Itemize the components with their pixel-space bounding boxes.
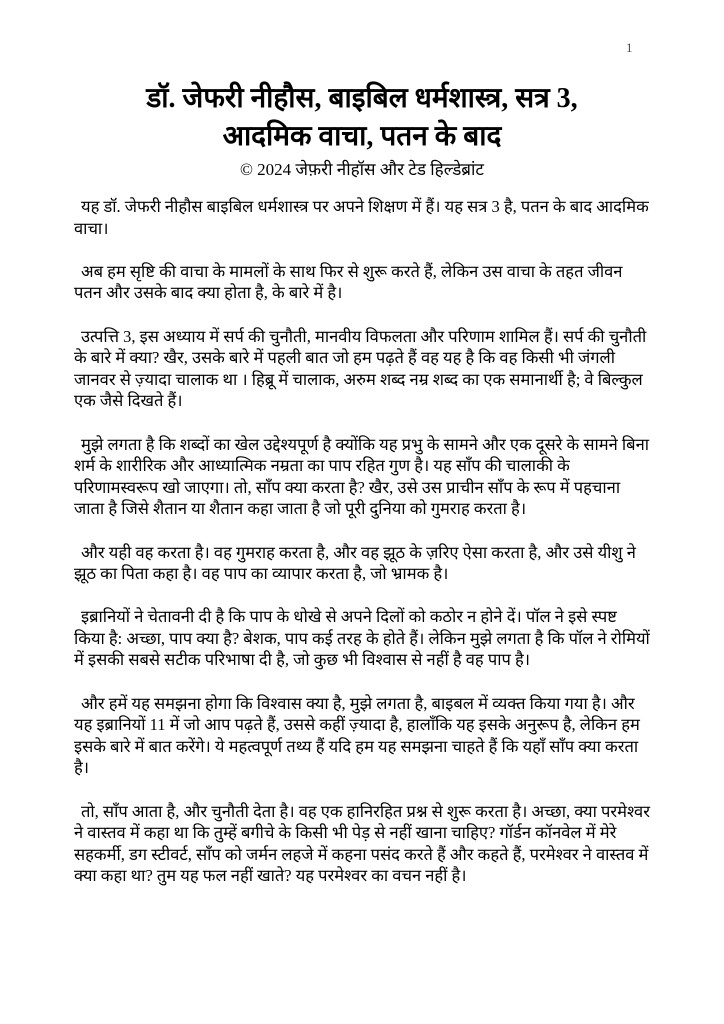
title-block (0, 0, 724, 182)
paragraph: और हमें यह समझना होगा कि विश्वास क्या है, मुझे लगता है, बाइबल में व्यक्त किया गया है। और यह इब्रानियों 11 में जो आप पढ़ते हैं, उससे कहीं ज़्यादा है, हालाँकि यह इसके अनुरूप है, लेकिन हम इसके बारे में बात करेंगे। ये महत्वपूर्ण तथ्य हैं यदि हम यह समझना चाहते हैं कि यहाँ साँप क्या करता है। (74, 693, 640, 778)
paragraph: इब्रानियों ने चेतावनी दी है कि पाप के धोखे से अपने दिलों को कठोर न होने दें। पॉल ने इसे स्पष्ट किया है: अच्छा, पाप क्या है? बेशक, पाप कई तरह के होते हैं। लेकिन मुझे लगता है कि पॉल ने रोमियों में इसकी सबसे सटीक परिभाषा दी है, जो कुछ भी विश्वास से नहीं है वह पाप है। (74, 607, 650, 670)
paragraph: अब हम सृष्टि की वाचा के मामलों के साथ फिर से शुरू करते हैं, लेकिन उस वाचा के तहत जीवन पतन और उसके बाद क्या होता है, के बारे में है। (74, 261, 623, 303)
paragraph: तो, साँप आता है, और चुनौती देता है। वह एक हानिरहित प्रश्न से शुरू करता है। अच्छा, क्या परमेश्वर ने वास्तव में कहा था कि तुम्हें बगीचे के किसी भी पेड़ से नहीं खाना चाहिए? गॉर्डन कॉनवेल में मेरे सहकर्मी, डग स्टीवर्ट, साँप को जर्मन लहजे में कहना पसंद करते हैं और कहते हैं, परमेश्वर ने वास्तव में क्या कहा था? तुम यह फल नहीं खाते? यह परमेश्वर का वचन नहीं है। (74, 801, 650, 886)
document-body (74, 196, 650, 887)
page-number: 1 (626, 40, 633, 55)
paragraph: मुझे लगता है कि शब्दों का खेल उद्देश्यपूर्ण है क्योंकि यह प्रभु के सामने और एक दूसरे के सामने बिना शर्म के शारीरिक और आध्यात्मिक नम्रता का पाप रहित गुण है। यह साँप की चालाकी के परिणामस्वरूप खो जाएगा। तो, साँप क्या करता है? खैर, उसे उस प्राचीन साँप के रूप में पहचाना जाता है जिसे शैतान या शैतान कहा जाता है जो पूरी दुनिया को गुमराह करता है। (74, 434, 650, 519)
paragraph: उत्पत्ति 3, इस अध्याय में सर्प की चुनौती, मानवीय विफलता और परिणाम शामिल हैं। सर्प की चुनौती के बारे में क्या? खैर, उसके बारे में पहली बात जो हम पढ़ते हैं वह यह है कि वह किसी भी जंगली जानवर से ज़्यादा चालाक था । हिब्रू में चालाक, अरुम शब्द नम्र शब्द का एक समानार्थी है; वे बिल्कुल एक जैसे दिखते हैं। (74, 326, 647, 411)
paragraph: यह डॉ. जेफरी नीहौस बाइबिल धर्मशास्त्र पर अपने शिक्षण में हैं। यह सत्र 3 है, पतन के बाद आदमिक वाचा। (74, 197, 649, 238)
title-line-2: आदमिक वाचा, पतन के बाद (222, 121, 502, 152)
title-line-1: डॉ. जेफरी नीहौस, बाइबिल धर्मशास्त्र, सत्र 3, (146, 83, 578, 114)
copyright-line: © 2024 जेफ़री नीहॉस और टेड हिल्डेब्रांट (240, 160, 484, 179)
document-title (60, 80, 664, 156)
paragraph: और यही वह करता है। वह गुमराह करता है, और वह झूठ के ज़रिए ऐसा करता है, और उसे यीशु ने झूठ का पिता कहा है। वह पाप का व्यापार करता है, जो भ्रामक है। (74, 542, 636, 584)
